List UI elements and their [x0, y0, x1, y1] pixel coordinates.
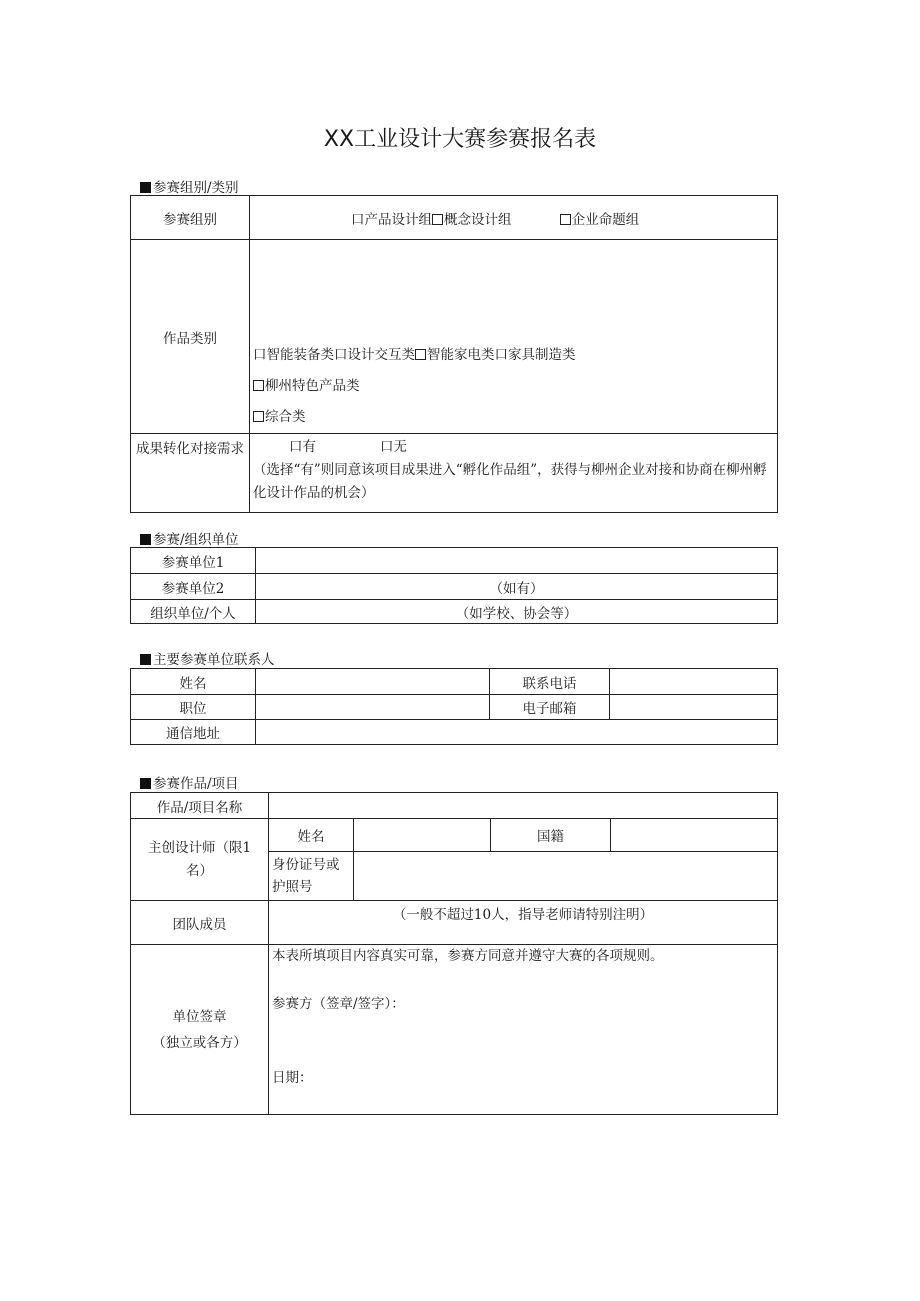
- category-option-liuzhou[interactable]: 柳州特色产品类: [265, 378, 360, 394]
- signer-text[interactable]: 参赛方（签章/签字）：: [272, 996, 405, 1012]
- checkbox-icon[interactable]: [253, 411, 264, 422]
- group-option-concept[interactable]: 概念设计组: [444, 211, 512, 228]
- group-label: 参赛组别: [131, 196, 250, 240]
- square-bullet-icon: [140, 654, 151, 665]
- units-table: [130, 547, 778, 624]
- contact-name-label: 姓名: [131, 669, 256, 695]
- category-option-general[interactable]: 综合类: [265, 409, 306, 425]
- org-label: 组织单位/个人: [131, 600, 256, 624]
- transfer-note: （选择“有”则同意该项目成果进入“孵化作品组”，获得与柳州企业对接和协商在柳州孵化设计作品的机会）: [253, 462, 767, 501]
- id-field[interactable]: [354, 852, 778, 901]
- section-heading-category: 参赛组别/类别: [140, 176, 239, 196]
- section-heading-project: 参赛作品/项目: [140, 772, 239, 792]
- contact-position-field[interactable]: [256, 695, 490, 720]
- org-field[interactable]: （如学校、协会等）: [256, 600, 778, 624]
- sign-label: 单位签章: [172, 1008, 227, 1025]
- contact-name-field[interactable]: [256, 669, 490, 695]
- team-label: 团队成员: [131, 901, 269, 945]
- project-name-label: 作品/项目名称: [131, 793, 269, 819]
- designer-label: 主创设计师（限1名）: [131, 819, 269, 901]
- transfer-option-no[interactable]: 口无: [380, 439, 407, 455]
- date-text[interactable]: 日期：: [272, 1070, 313, 1086]
- group-option-enterprise[interactable]: 企业命题组: [571, 211, 640, 228]
- group-option-product[interactable]: 口产品设计组: [351, 211, 432, 228]
- contact-email-label: 电子邮箱: [490, 695, 610, 720]
- contact-phone-label: 联系电话: [490, 669, 610, 695]
- transfer-cell: [250, 434, 778, 513]
- unit1-field[interactable]: [256, 548, 778, 574]
- unit1-label: 参赛单位1: [131, 548, 256, 574]
- square-bullet-icon: [140, 778, 151, 789]
- category-option-smart-equip[interactable]: 口智能装备类口设计交互类: [253, 347, 415, 363]
- project-name-field[interactable]: [269, 793, 778, 819]
- contact-phone-field[interactable]: [610, 669, 778, 695]
- sign-label-cell: [131, 945, 269, 1115]
- nationality-label: 国籍: [491, 819, 611, 852]
- team-field[interactable]: （一般不超过10人，指导老师请特别注明）: [269, 901, 778, 945]
- category-table: [130, 195, 778, 513]
- transfer-label: 成果转化对接需求: [131, 434, 250, 513]
- unit2-label: 参赛单位2: [131, 574, 256, 600]
- contact-email-field[interactable]: [610, 695, 778, 720]
- sign-cell: [269, 945, 778, 1115]
- category-options: [250, 240, 778, 434]
- section-heading-contact: 主要参赛单位联系人: [140, 648, 275, 668]
- id-label: 身份证号或护照号: [269, 852, 354, 901]
- square-bullet-icon: [140, 182, 151, 193]
- page-title: XX工业设计大赛参赛报名表: [323, 127, 597, 152]
- project-table: [130, 792, 778, 1115]
- section-heading-units: 参赛/组织单位: [140, 528, 239, 548]
- transfer-option-yes[interactable]: 口有: [289, 439, 316, 455]
- sign-sublabel: （独立或各方）: [152, 1034, 247, 1051]
- checkbox-icon[interactable]: [415, 349, 426, 360]
- designer-name-field[interactable]: [354, 819, 491, 852]
- checkbox-icon[interactable]: [560, 214, 571, 225]
- group-options: [250, 196, 778, 240]
- square-bullet-icon: [140, 534, 151, 545]
- category-option-smart-appliance[interactable]: 智能家电类口家具制造类: [427, 347, 576, 363]
- checkbox-icon[interactable]: [253, 380, 264, 391]
- category-label: 作品类别: [131, 240, 250, 434]
- contact-table: [130, 668, 778, 745]
- contact-position-label: 职位: [131, 695, 256, 720]
- contact-address-label: 通信地址: [131, 720, 256, 745]
- checkbox-icon[interactable]: [432, 214, 443, 225]
- declaration-text: 本表所填项目内容真实可靠，参赛方同意并遵守大赛的各项规则。: [272, 948, 664, 964]
- nationality-field[interactable]: [611, 819, 778, 852]
- contact-address-field[interactable]: [256, 720, 778, 745]
- unit2-field[interactable]: （如有）: [256, 574, 778, 600]
- designer-name-label: 姓名: [269, 819, 354, 852]
